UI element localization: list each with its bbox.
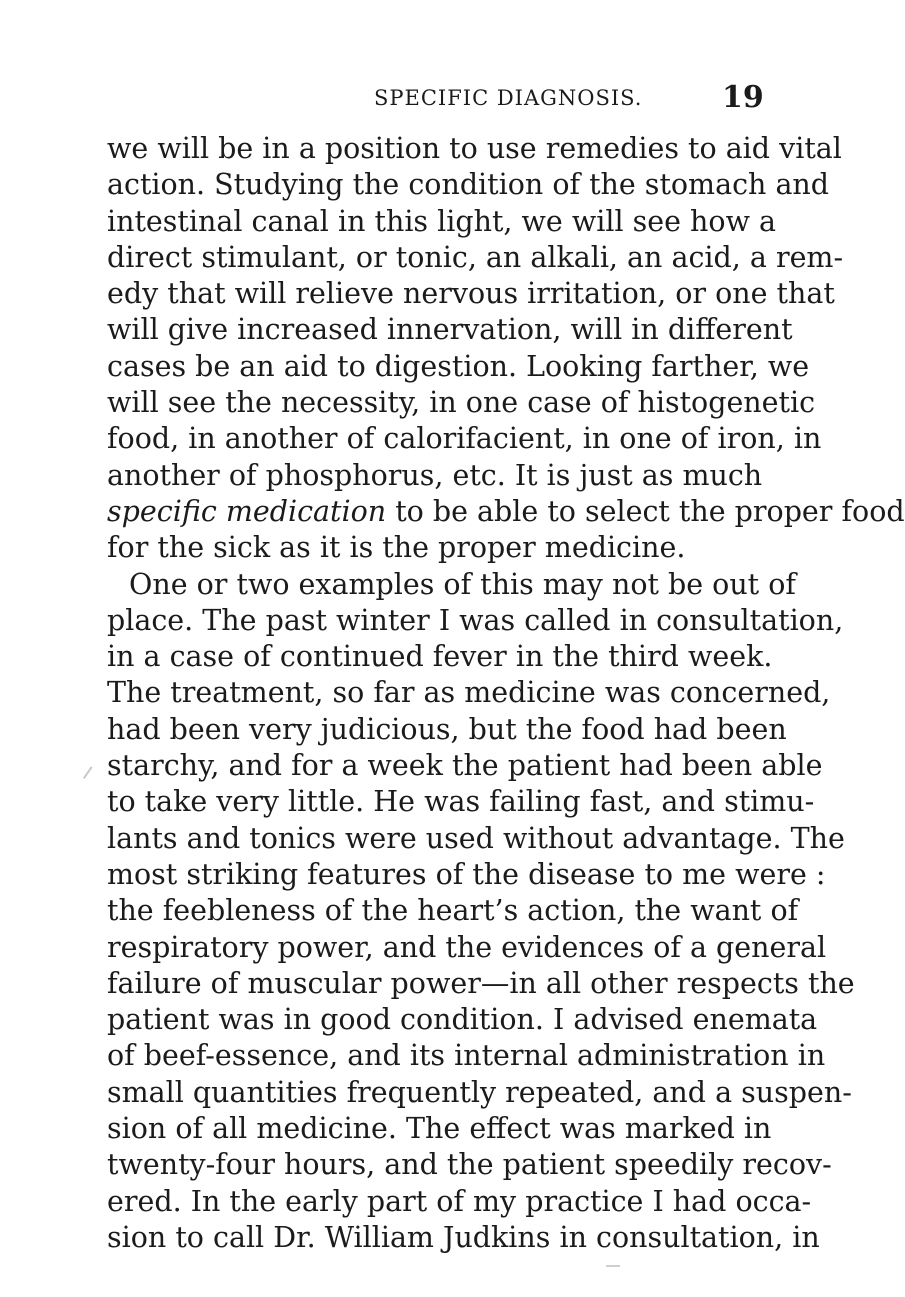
text-line: sion of all medicine. The effect was marked in xyxy=(107,1112,772,1146)
text-line: will see the necessity, in one case of histogenetic xyxy=(107,386,816,420)
paragraph-end-line: for the sick as it is the proper medicine. xyxy=(107,531,686,565)
text-line: patient was in good condition. I advised enemata xyxy=(107,1003,818,1037)
text-line: starchy, and for a week the patient had been able xyxy=(107,749,823,783)
text-line: had been very judicious, but the food had been xyxy=(107,712,787,746)
italic-phrase: specific medication xyxy=(107,494,387,528)
text-line: action. Studying the condition of the stomach and xyxy=(107,168,830,202)
page-number: 19 xyxy=(722,80,764,115)
text-line: intestinal canal in this light, we will see how a xyxy=(107,204,777,238)
text-line: lants and tonics were used without advantage. The xyxy=(107,821,845,855)
text-line: respiratory power, and the evidences of a general xyxy=(107,930,827,964)
text-line: will give increased innervation, will in different xyxy=(107,313,793,347)
text-line: another of phosphorus, etc. It is just as much xyxy=(107,458,763,492)
text-line: ered. In the early part of my practice I had occa- xyxy=(107,1184,812,1218)
text-line: The treatment, so far as medicine was concerned, xyxy=(107,676,831,710)
text-line: most striking features of the disease to me were : xyxy=(107,857,826,891)
text-line: small quantities frequently repeated, and a suspen- xyxy=(107,1075,852,1109)
text-line: edy that will relieve nervous irritation, or one that xyxy=(107,277,835,311)
text-line: we will be in a position to use remedies to aid vital xyxy=(107,132,842,165)
margin-smudge xyxy=(83,766,99,783)
text-line-rest: to be able to select the proper food xyxy=(386,494,905,528)
scan-mark xyxy=(606,1265,620,1267)
text-line: twenty-four hours, and the patient speedily recov- xyxy=(107,1148,832,1182)
text-line xyxy=(107,494,905,530)
paragraph-start-line: One or two examples of this may not be out of xyxy=(129,567,796,601)
text-line: direct stimulant, or tonic, an alkali, an acid, a rem- xyxy=(107,240,844,274)
text-line: to take very little. He was failing fast, and stimu- xyxy=(107,785,815,819)
text-line: food, in another of calorifacient, in one of iron, in xyxy=(107,422,822,456)
text-line: of beef-essence, and its internal administration in xyxy=(107,1039,826,1073)
text-line: the feebleness of the heart’s action, the want of xyxy=(107,894,799,928)
body-text xyxy=(107,131,905,1256)
text-line: in a case of continued fever in the third week. xyxy=(107,640,773,674)
text-line: cases be an aid to digestion. Looking farther, we xyxy=(107,349,810,383)
text-line: sion to call Dr. William Judkins in consultation, in xyxy=(107,1220,820,1254)
text-line: failure of muscular power—in all other respects the xyxy=(107,966,855,1000)
running-head: SPECIFIC DIAGNOSIS. xyxy=(374,86,643,110)
text-line: place. The past winter I was called in consultation, xyxy=(107,603,844,637)
